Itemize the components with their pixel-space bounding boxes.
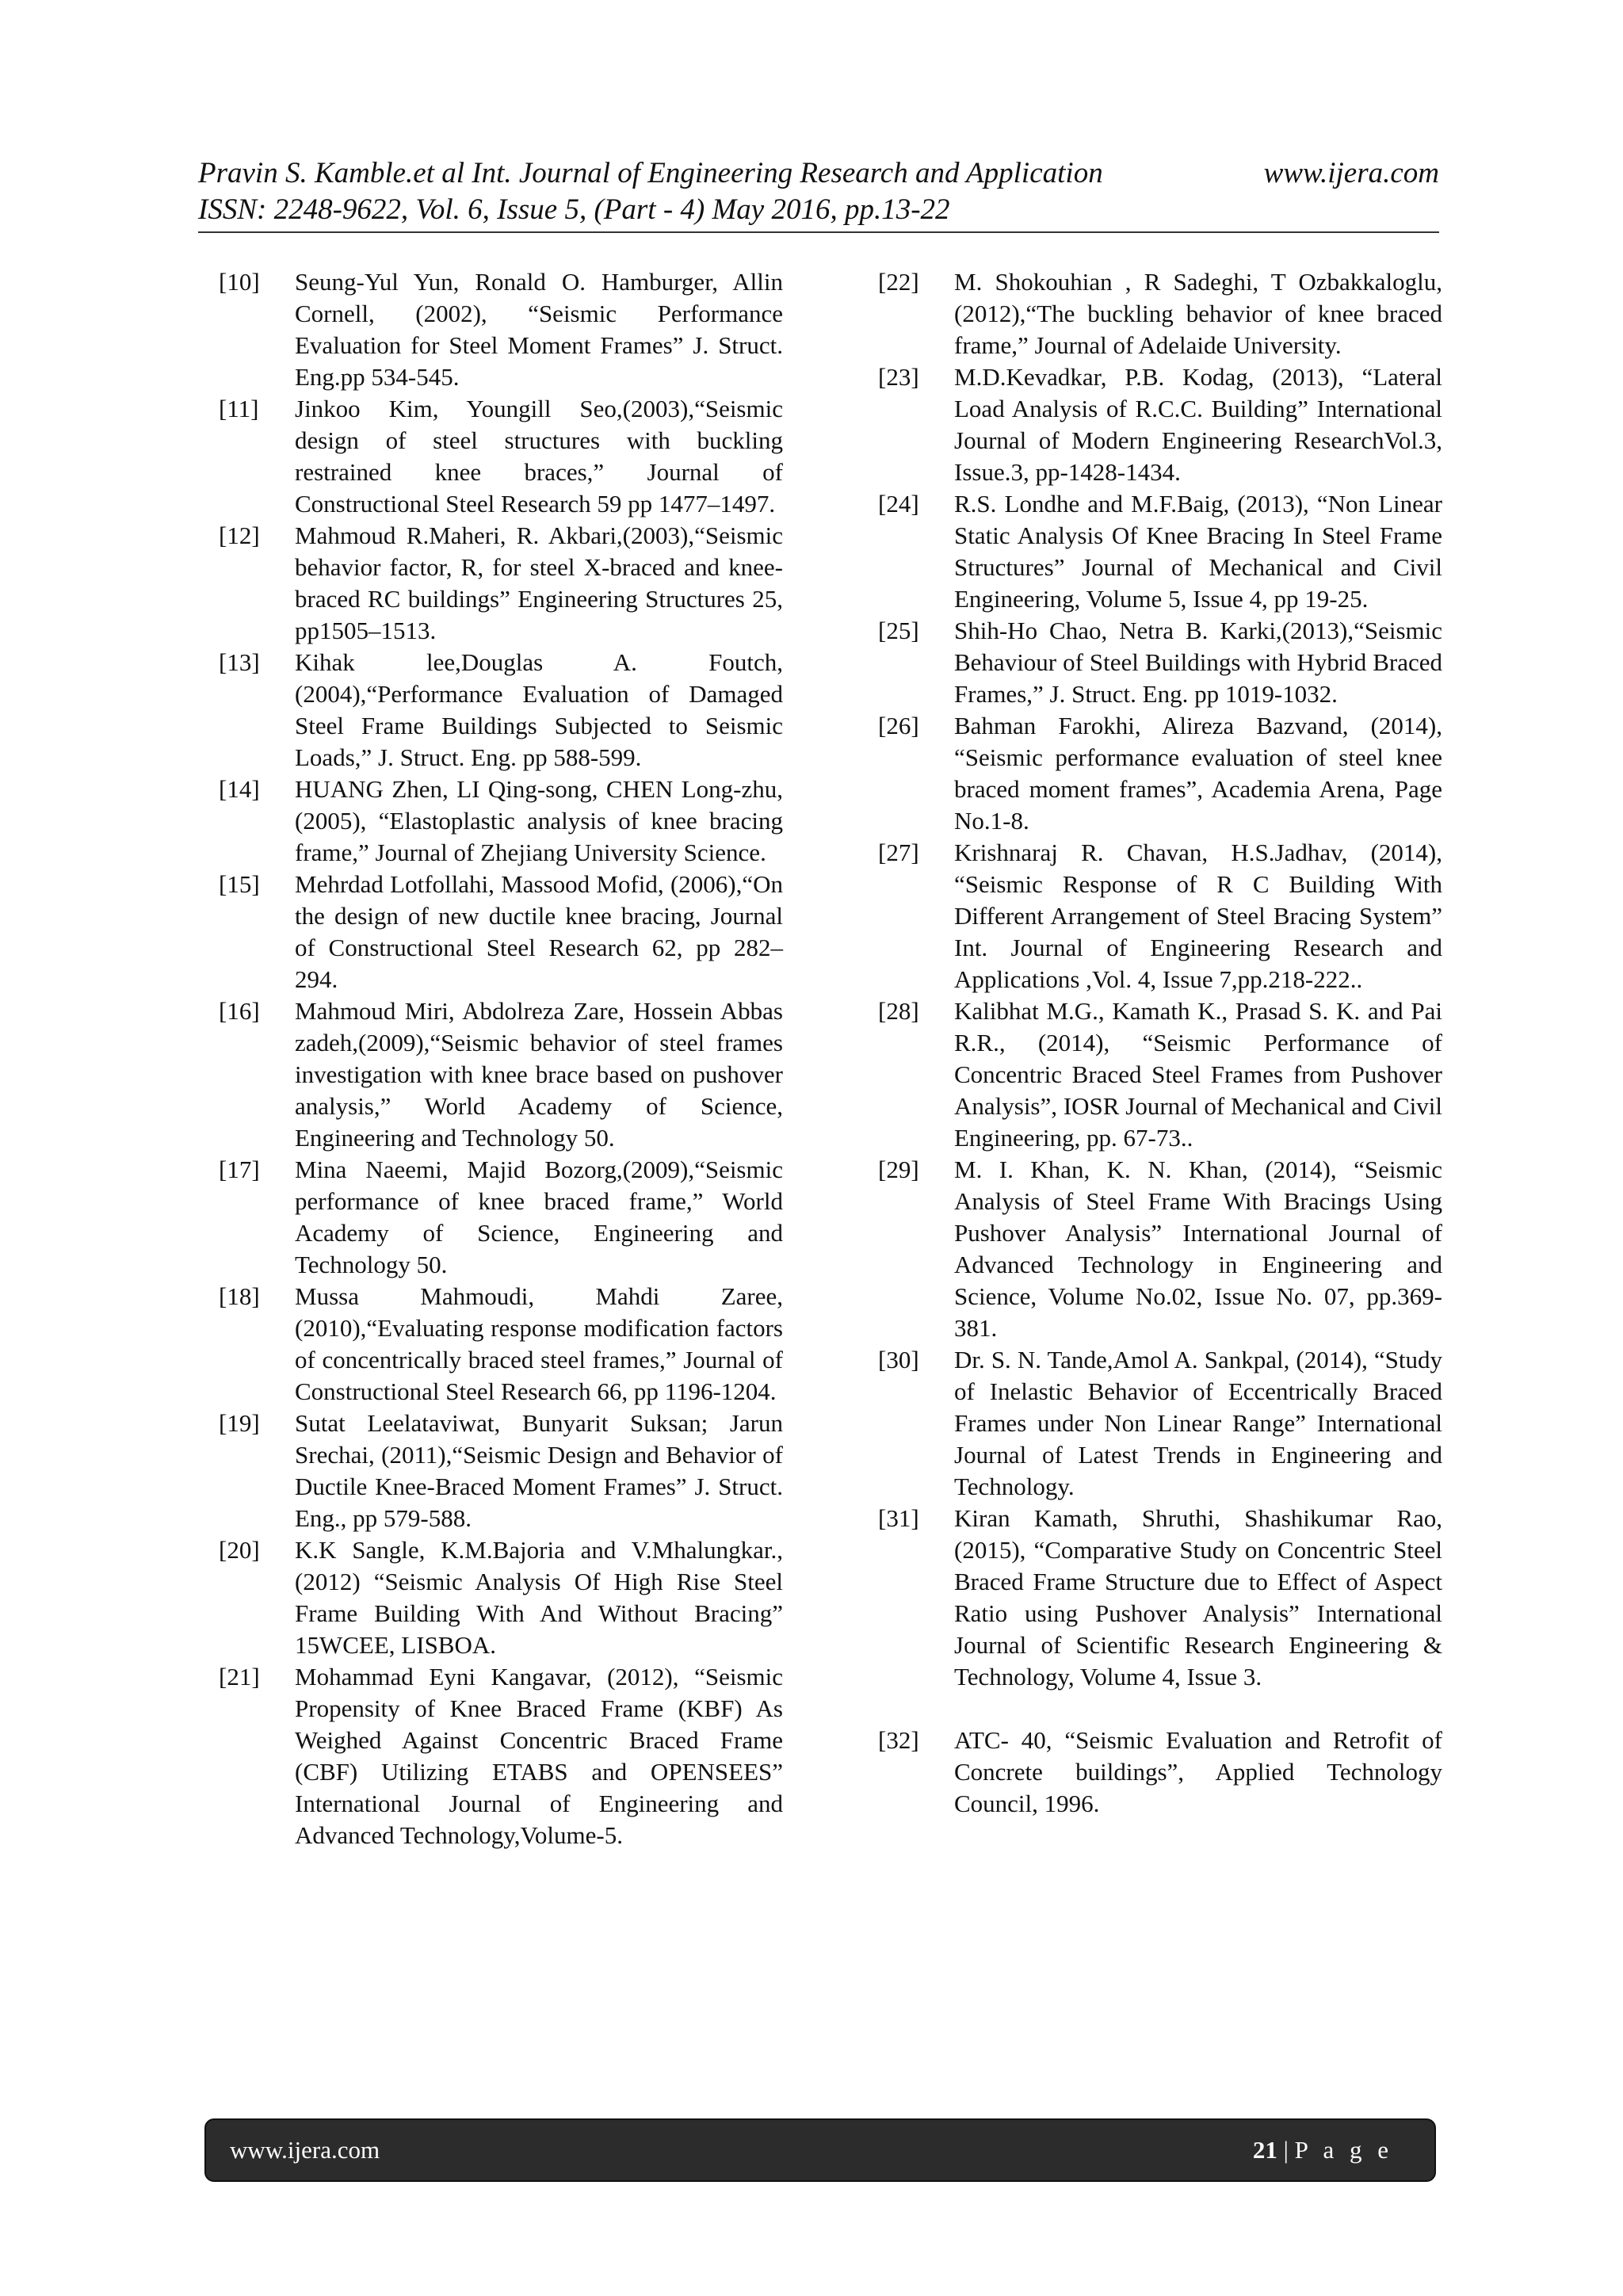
reference-item <box>878 266 1442 361</box>
reference-item <box>219 774 783 869</box>
reference-text: Kiran Kamath, Shruthi, Shashikumar Rao, (2015), “Comparative Study on Concentric Steel Braced Frame Structure due to Effect of Aspect Ratio using Pushover Analysis” International Journal of Scientific Research Engineering & Technology, Volume 4, Issue 3. <box>954 1504 1442 1690</box>
reference-text: Mina Naeemi, Majid Bozorg,(2009),“Seismic performance of knee braced frame,” World Academy of Science, Engineering and Technology 50. <box>295 1156 783 1278</box>
reference-text: Mussa Mahmoudi, Mahdi Zaree,(2010),“Evaluating response modification factors of concentrically braced steel frames,” Journal of Constructional Steel Research 66, pp 1196-1204. <box>295 1282 783 1405</box>
reference-item <box>219 393 783 520</box>
reference-number: [10] <box>219 268 260 296</box>
reference-item <box>878 710 1442 837</box>
reference-text: ATC- 40, “Seismic Evaluation and Retrofit of Concrete buildings”, Applied Technology Council, 1996. <box>954 1726 1442 1817</box>
reference-text: Dr. S. N. Tande,Amol A. Sankpal, (2014), “Study of Inelastic Behavior of Eccentrically Braced Frames under Non Linear Range” International Journal of Latest Trends in Engineering and Technology. <box>954 1346 1442 1500</box>
reference-item <box>878 488 1442 615</box>
reference-number: [14] <box>219 775 260 803</box>
reference-number: [17] <box>219 1156 260 1183</box>
footer-website[interactable]: www.ijera.com <box>230 2136 380 2164</box>
reference-number: [23] <box>878 363 919 391</box>
reference-text: Kalibhat M.G., Kamath K., Prasad S. K. and Pai R.R., (2014), “Seismic Performance of Concentric Braced Steel Frames from Pushover Analysis”, IOSR Journal of Mechanical and Civil Engineering, pp. 67-73.. <box>954 997 1442 1152</box>
reference-number: [18] <box>219 1282 260 1310</box>
reference-number: [32] <box>878 1726 919 1754</box>
reference-item <box>219 1534 783 1661</box>
reference-text: M. I. Khan, K. N. Khan, (2014), “Seismic Analysis of Steel Frame With Bracings Using Pushover Analysis” International Journal of Advanced Technology in Engineering and Science, Volume No.02, Issue No. 07, pp.369-381. <box>954 1156 1442 1342</box>
reference-text: Shih-Ho Chao, Netra B. Karki,(2013),“Seismic Behaviour of Steel Buildings with Hybrid Braced Frames,” J. Struct. Eng. pp 1019-1032. <box>954 617 1442 708</box>
reference-number: [19] <box>219 1409 260 1437</box>
reference-item <box>878 1344 1442 1503</box>
reference-item <box>878 995 1442 1154</box>
reference-item <box>878 361 1442 488</box>
journal-website[interactable]: www.ijera.com <box>1263 157 1439 189</box>
reference-number: [20] <box>219 1536 260 1564</box>
reference-text: Sutat Leelataviwat, Bunyarit Suksan; Jarun Srechai, (2011),“Seismic Design and Behavior of Ductile Knee-Braced Moment Frames” J. Struct. Eng., pp 579-588. <box>295 1409 783 1532</box>
reference-text: K.K Sangle, K.M.Bajoria and V.Mhalungkar., (2012) “Seismic Analysis Of High Rise Steel Frame Building With And Without Bracing” 15WCEE, LISBOA. <box>295 1536 783 1659</box>
reference-text: Kihak lee,Douglas A. Foutch, (2004),“Performance Evaluation of Damaged Steel Frame Buildings Subjected to Seismic Loads,” J. Struct. Eng. pp 588-599. <box>295 648 783 771</box>
reference-item <box>219 1661 783 1851</box>
reference-number: [13] <box>219 648 260 676</box>
reference-text: Bahman Farokhi, Alireza Bazvand, (2014), “Seismic performance evaluation of steel knee braced moment frames”, Academia Arena, Page No.1-8. <box>954 712 1442 835</box>
page-footer <box>204 2118 1436 2182</box>
reference-item <box>878 615 1442 710</box>
reference-text: Mahmoud Miri, Abdolreza Zare, Hossein Abbas zadeh,(2009),“Seismic behavior of steel frames investigation with knee brace based on pushover analysis,” World Academy of Science, Engineering and Technology 50. <box>295 997 783 1152</box>
reference-text: M.D.Kevadkar, P.B. Kodag, (2013), “Lateral Load Analysis of R.C.C. Building” International Journal of Modern Engineering ResearchVol.3, Issue.3, pp-1428-1434. <box>954 363 1442 486</box>
page-number: 21 <box>1252 2136 1277 2164</box>
page-indicator <box>1253 2136 1393 2164</box>
page-separator: | <box>1277 2136 1295 2164</box>
reference-item <box>219 647 783 774</box>
page-word: P a g e <box>1294 2136 1393 2164</box>
reference-item <box>219 520 783 647</box>
reference-number: [27] <box>878 839 919 866</box>
reference-item <box>219 995 783 1154</box>
reference-item <box>219 1408 783 1534</box>
reference-number: [12] <box>219 521 260 549</box>
reference-number: [24] <box>878 490 919 518</box>
reference-item <box>878 1503 1442 1693</box>
reference-text: M. Shokouhian , R Sadeghi, T Ozbakkaloglu,(2012),“The buckling behavior of knee braced frame,” Journal of Adelaide University. <box>954 268 1442 359</box>
reference-number: [28] <box>878 997 919 1025</box>
reference-number: [11] <box>219 395 259 422</box>
reference-item <box>219 869 783 995</box>
reference-number: [29] <box>878 1156 919 1183</box>
references-left-column <box>219 266 783 1851</box>
reference-item <box>878 1154 1442 1344</box>
header-divider <box>198 231 1439 233</box>
reference-text: Jinkoo Kim, Youngill Seo,(2003),“Seismic design of steel structures with buckling restrained knee braces,” Journal of Constructional Steel Research 59 pp 1477–1497. <box>295 395 783 518</box>
journal-citation: Pravin S. Kamble.et al Int. Journal of Engineering Research and Application <box>198 157 1103 189</box>
references-right-column <box>878 266 1442 1820</box>
reference-item <box>219 1154 783 1281</box>
reference-number: [22] <box>878 268 919 296</box>
reference-number: [26] <box>878 712 919 739</box>
reference-text: Seung-Yul Yun, Ronald O. Hamburger, Allin Cornell, (2002), “Seismic Performance Evaluation for Steel Moment Frames” J. Struct. Eng.pp 534-545. <box>295 268 783 391</box>
running-header <box>198 155 1439 228</box>
reference-text: HUANG Zhen, LI Qing-song, CHEN Long-zhu, (2005), “Elastoplastic analysis of knee bracing frame,” Journal of Zhejiang University Science. <box>295 775 783 866</box>
reference-text: R.S. Londhe and M.F.Baig, (2013), “Non Linear Static Analysis Of Knee Bracing In Steel Frame Structures” Journal of Mechanical and Civil Engineering, Volume 5, Issue 4, pp 19-25. <box>954 490 1442 613</box>
reference-number: [15] <box>219 870 260 898</box>
reference-item <box>878 837 1442 995</box>
reference-number: [30] <box>878 1346 919 1373</box>
reference-number: [25] <box>878 617 919 644</box>
reference-item <box>878 1725 1442 1820</box>
reference-item <box>219 266 783 393</box>
reference-number: [16] <box>219 997 260 1025</box>
reference-text: Krishnaraj R. Chavan, H.S.Jadhav, (2014), “Seismic Response of R C Building With Different Arrangement of Steel Bracing System” Int. Journal of Engineering Research and Applications ,Vol. 4, Issue 7,pp.218-222.. <box>954 839 1442 993</box>
reference-text: Mehrdad Lotfollahi, Massood Mofid, (2006),“On the design of new ductile knee bracing, Journal of Constructional Steel Research 62, pp 282–294. <box>295 870 783 993</box>
reference-number: [21] <box>219 1663 260 1690</box>
reference-number: [31] <box>878 1504 919 1532</box>
reference-text: Mohammad Eyni Kangavar, (2012), “Seismic Propensity of Knee Braced Frame (KBF) As Weighed Against Concentric Braced Frame (CBF) Utilizing ETABS and OPENSEES” International Journal of Engineering and Advanced Technology,Volume-5. <box>295 1663 783 1849</box>
issn-line: ISSN: 2248-9622, Vol. 6, Issue 5, (Part - 4) May 2016, pp.13-22 <box>198 193 950 226</box>
reference-item <box>219 1281 783 1408</box>
reference-text: Mahmoud R.Maheri, R. Akbari,(2003),“Seismic behavior factor, R, for steel X-braced and knee-braced RC buildings” Engineering Structures 25, pp1505–1513. <box>295 521 783 644</box>
